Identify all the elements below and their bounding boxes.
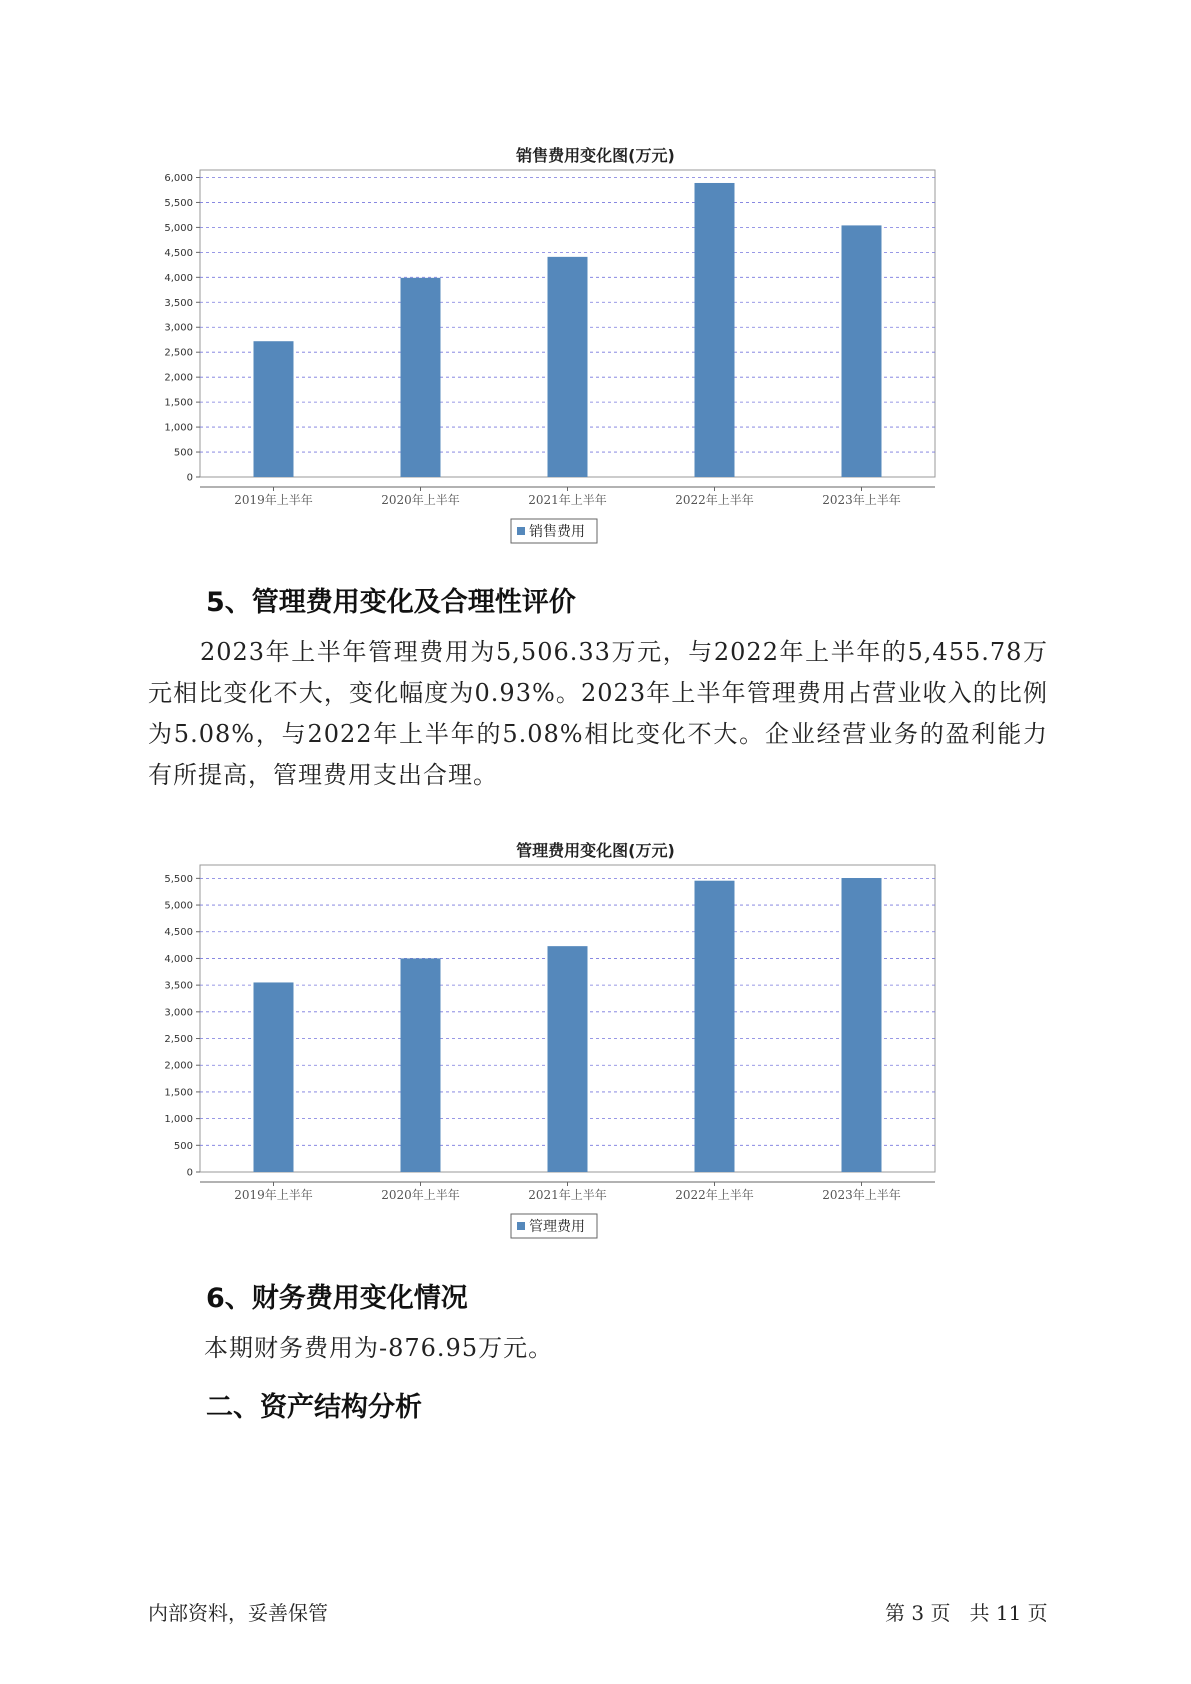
bar-2019年上半年 [254, 982, 294, 1172]
x-tick-label: 2022年上半年 [675, 493, 754, 507]
section-6-paragraph: 本期财务费用为-876.95万元。 [204, 1334, 554, 1362]
y-tick-label: 3,500 [164, 980, 193, 992]
y-tick-label: 0 [186, 472, 193, 484]
y-tick-label: 2,000 [164, 372, 193, 384]
legend [511, 1214, 597, 1238]
admin-chart-title: 管理费用变化图(万元) [516, 841, 675, 860]
y-tick-label: 4,500 [164, 927, 193, 939]
legend [511, 519, 597, 543]
bar-2021年上半年 [548, 946, 588, 1172]
y-tick-label: 5,000 [164, 222, 193, 234]
section-two-heading: 二、资产结构分析 [206, 1392, 422, 1423]
y-tick-label: 5,500 [164, 873, 193, 885]
y-tick-label: 3,000 [164, 1007, 193, 1019]
bar-2022年上半年 [695, 183, 735, 477]
bar-2023年上半年 [842, 878, 882, 1172]
y-tick-label: 3,500 [164, 297, 193, 309]
bar-2022年上半年 [695, 881, 735, 1172]
y-tick-label: 5,000 [164, 900, 193, 912]
x-tick-label: 2023年上半年 [822, 1188, 901, 1202]
footer-page-number: 第 3 页 共 11 页 [885, 1601, 1048, 1625]
legend-label: 管理费用 [529, 1219, 585, 1235]
footer-confidential-note: 内部资料，妥善保管 [148, 1601, 328, 1625]
x-tick-label: 2021年上半年 [528, 493, 607, 507]
y-tick-label: 2,500 [164, 1034, 193, 1046]
bar-2020年上半年 [401, 278, 441, 477]
y-tick-label: 1,000 [164, 422, 193, 434]
legend-swatch [517, 1222, 525, 1230]
bar-2023年上半年 [842, 225, 882, 477]
y-tick-label: 0 [186, 1167, 193, 1179]
legend-label: 销售费用 [529, 524, 585, 540]
y-tick-label: 6,000 [164, 172, 193, 184]
y-tick-label: 2,500 [164, 347, 193, 359]
y-tick-label: 5,500 [164, 197, 193, 209]
y-tick-label: 3,000 [164, 322, 193, 334]
y-tick-label: 1,500 [164, 1087, 193, 1099]
y-tick-label: 500 [173, 447, 193, 459]
y-tick-label: 4,500 [164, 247, 193, 259]
legend-swatch [517, 527, 525, 535]
y-tick-label: 500 [173, 1140, 193, 1152]
sales-chart-title: 销售费用变化图(万元) [516, 146, 675, 165]
bar-2019年上半年 [254, 341, 294, 477]
x-tick-label: 2021年上半年 [528, 1188, 607, 1202]
sales-expense-chart [150, 165, 950, 575]
x-tick-label: 2019年上半年 [234, 493, 313, 507]
y-tick-label: 4,000 [164, 272, 193, 284]
y-tick-label: 1,500 [164, 397, 193, 409]
bar-2021年上半年 [548, 257, 588, 477]
y-tick-label: 1,000 [164, 1114, 193, 1126]
admin-expense-chart [150, 860, 950, 1270]
x-tick-label: 2020年上半年 [381, 1188, 460, 1202]
section-5-heading: 5、管理费用变化及合理性评价 [206, 587, 576, 618]
y-tick-label: 2,000 [164, 1060, 193, 1072]
section-6-heading: 6、财务费用变化情况 [206, 1283, 468, 1314]
x-tick-label: 2019年上半年 [234, 1188, 313, 1202]
section-5-paragraph: 2023年上半年管理费用为5,506.33万元，与2022年上半年的5,455.78万元相比变化不大，变化幅度为0.93%。2023年上半年管理费用占营业收入的比例为5.08%，与2022年上半年的5.08%相比变化不大。企业经营业务的盈利能力有所提高，管理费用支出合理。 [148, 638, 1048, 789]
y-tick-label: 4,000 [164, 953, 193, 965]
x-tick-label: 2023年上半年 [822, 493, 901, 507]
x-tick-label: 2022年上半年 [675, 1188, 754, 1202]
x-tick-label: 2020年上半年 [381, 493, 460, 507]
bar-2020年上半年 [401, 958, 441, 1172]
